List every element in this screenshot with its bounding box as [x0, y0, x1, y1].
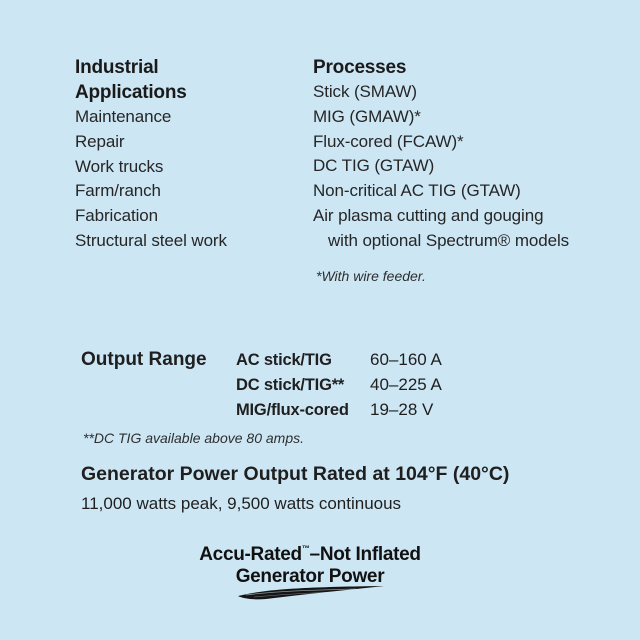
applications-heading-line2: Applications: [75, 82, 187, 103]
process-item: Non-critical AC TIG (GTAW): [313, 181, 521, 201]
applications-heading-line1: Industrial: [75, 57, 159, 78]
logo-line-1: [170, 538, 450, 566]
output-range-value: 60–160 A: [370, 350, 442, 369]
logo-line-2: Generator Power: [235, 566, 385, 587]
generator-description: 11,000 watts peak, 9,500 watts continuous: [81, 494, 402, 513]
process-item: DC TIG (GTAW): [313, 156, 435, 176]
process-item: Flux-cored (FCAW)*: [313, 131, 464, 151]
application-item: Structural steel work: [75, 230, 227, 250]
application-item: Maintenance: [75, 107, 172, 126]
output-range-label: MIG/flux-cored: [236, 401, 349, 419]
wire-feeder-footnote: *With wire feeder.: [316, 268, 426, 284]
output-range-title: Output Range: [81, 349, 207, 370]
application-item: Repair: [75, 131, 125, 151]
logo-text-accu-rated: Accu-Rated: [199, 544, 302, 565]
generator-title: Generator Power Output Rated at 104°F (40°C): [81, 463, 510, 485]
application-item: Farm/ranch: [75, 181, 161, 201]
processes-column: [313, 55, 633, 254]
dc-tig-footnote: **DC TIG available above 80 amps.: [83, 430, 304, 446]
application-item: Fabrication: [75, 206, 158, 226]
brush-swoosh-icon: [236, 583, 386, 601]
process-item: Stick (SMAW): [313, 82, 417, 101]
application-item: Work trucks: [75, 156, 164, 176]
logo-text-not-inflated: –Not Inflated: [309, 544, 421, 565]
output-range-value: 19–28 V: [370, 400, 434, 419]
process-item: MIG (GMAW)*: [313, 106, 421, 126]
applications-heading: [75, 55, 295, 105]
output-range-value: 40–225 A: [370, 375, 442, 394]
accu-rated-logo: [170, 538, 450, 588]
processes-heading: Processes: [313, 57, 407, 78]
process-item: Air plasma cutting and gouging: [313, 205, 544, 225]
applications-column: [75, 55, 295, 254]
process-item-continuation: with optional Spectrum® models: [328, 230, 570, 250]
output-range-label: AC stick/TIG: [236, 351, 332, 369]
output-range-label: DC stick/TIG**: [236, 376, 345, 394]
trademark-symbol: ™: [301, 544, 310, 553]
